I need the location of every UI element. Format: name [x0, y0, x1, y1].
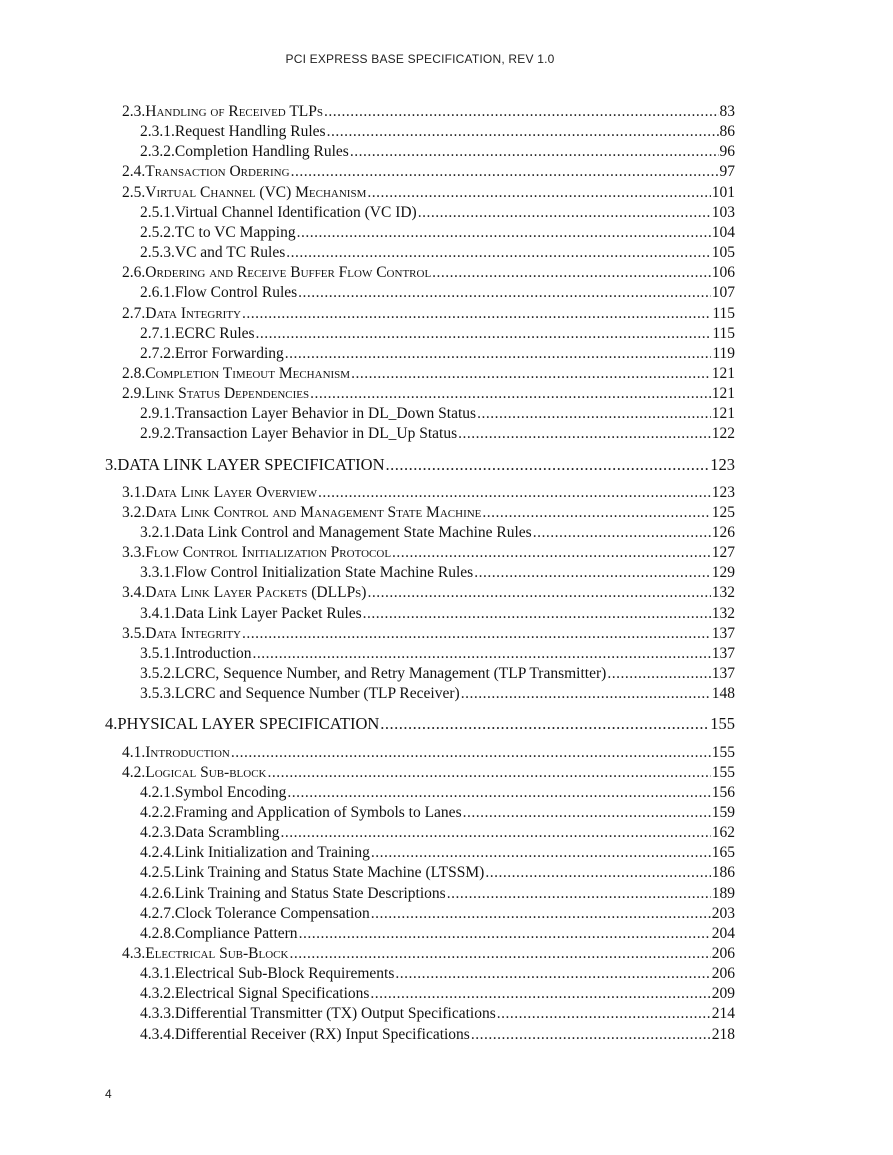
toc-entry-number: 3.5.1.	[140, 644, 175, 662]
toc-dot-leader	[533, 524, 711, 542]
toc-subsection-entry[interactable]	[140, 784, 735, 802]
toc-entry-number: 4.2.2.	[140, 803, 175, 821]
toc-section-entry[interactable]	[122, 544, 735, 562]
toc-dot-leader	[418, 204, 711, 222]
toc-entry-page: 159	[711, 803, 735, 821]
toc-dot-leader	[256, 325, 712, 343]
toc-entry-title: DATA LINK LAYER SPECIFICATION	[117, 454, 385, 474]
toc-entry-page: 97	[719, 163, 735, 181]
toc-entry-page: 155	[710, 714, 735, 734]
toc-subsection-entry[interactable]	[140, 645, 735, 663]
toc-entry-title: Data Link Control and Management State Machine Rules	[174, 524, 532, 541]
toc-dot-leader	[607, 665, 710, 683]
toc-entry-number: 4.3.3.	[140, 1005, 175, 1023]
toc-entry-page: 121	[711, 405, 735, 423]
toc-entry-title: Link Training and Status State Descriptions	[174, 884, 446, 902]
toc-subsection-entry[interactable]	[140, 685, 735, 703]
toc-section-entry[interactable]	[122, 744, 735, 762]
toc-entry-page: 206	[711, 945, 735, 962]
toc-dot-leader	[242, 625, 711, 643]
toc-dot-leader	[367, 584, 710, 602]
toc-entry-page: 115	[712, 304, 735, 322]
toc-entry-number: 3.4.1.	[140, 604, 175, 622]
running-header: PCI EXPRESS BASE SPECIFICATION, REV 1.0	[285, 52, 555, 66]
toc-dot-leader	[287, 784, 710, 802]
toc-section-entry[interactable]	[122, 484, 735, 502]
toc-entry-number: 2.5.2.	[140, 223, 175, 241]
toc-entry-page: 156	[711, 783, 735, 801]
toc-entry-number: 3.5.	[122, 624, 146, 642]
toc-dot-leader	[482, 504, 710, 522]
toc-entry-number: 3.3.	[122, 544, 146, 562]
toc-entry-title: ECRC Rules	[174, 324, 255, 342]
toc-entry-title: Ordering and Receive Buffer Flow Control	[145, 264, 432, 282]
toc-entry-title: Differential Receiver (RX) Input Specifications	[174, 1025, 470, 1043]
toc-entry-title: Logical Sub-block	[145, 763, 267, 781]
toc-entry-page: 125	[711, 503, 735, 521]
toc-entry-title: Completion Timeout Mechanism	[145, 364, 351, 382]
toc-entry-title: Transaction Layer Behavior in DL_Up Status	[174, 425, 458, 443]
toc-entry-number: 4.2.7.	[140, 904, 175, 922]
toc-entry-number: 4.3.4.	[140, 1025, 175, 1043]
toc-subsection-entry[interactable]	[140, 1005, 735, 1023]
toc-dot-leader	[298, 284, 711, 302]
toc-dot-leader	[477, 405, 711, 423]
toc-entry-page: 132	[711, 604, 735, 622]
toc-section-entry[interactable]	[122, 264, 735, 282]
toc-subsection-entry[interactable]	[140, 345, 735, 363]
toc-dot-leader	[447, 885, 711, 903]
toc-dot-leader	[380, 714, 709, 734]
toc-entry-title: Transaction Ordering	[145, 163, 290, 181]
toc-entry-title: Data Link Layer Packets (DLLPs)	[145, 584, 367, 602]
toc-entry-number: 4.2.1.	[140, 783, 175, 801]
toc-entry-title: Data Integrity	[145, 304, 241, 322]
toc-entry-page: 119	[712, 344, 735, 362]
toc-dot-leader	[268, 764, 711, 782]
toc-entry-title: TC to VC Mapping	[174, 223, 296, 241]
toc-entry-title: Data Link Control and Management State Machine	[145, 503, 482, 521]
toc-entry-title: Compliance Pattern	[174, 924, 298, 942]
toc-entry-number: 3.5.3.	[140, 685, 175, 703]
toc-subsection-entry[interactable]	[140, 824, 735, 842]
toc-dot-leader	[471, 1026, 711, 1044]
toc-subsection-entry[interactable]	[140, 564, 735, 582]
toc-subsection-entry[interactable]	[140, 864, 735, 882]
toc-entry-title: Data Link Layer Overview	[145, 483, 318, 501]
toc-entry-number: 4.3.2.	[140, 985, 175, 1003]
toc-entry-page: 137	[711, 665, 735, 683]
toc-entry-number: 3.2.1.	[140, 524, 175, 541]
toc-section-entry[interactable]	[122, 163, 735, 181]
toc-subsection-entry[interactable]	[140, 325, 735, 343]
toc-dot-leader	[291, 163, 719, 181]
toc-entry-title: Electrical Sub-Block Requirements	[174, 965, 395, 983]
toc-entry-page: 129	[711, 564, 735, 582]
toc-entry-title: Completion Handling Rules	[174, 143, 349, 161]
toc-entry-number: 2.7.1.	[140, 324, 175, 342]
toc-dot-leader	[497, 1005, 711, 1023]
toc-dot-leader	[463, 804, 711, 822]
toc-dot-leader	[485, 864, 710, 882]
toc-entry-number: 4.2.8.	[140, 924, 175, 942]
toc-entry-page: 214	[711, 1005, 735, 1023]
toc-dot-leader	[285, 345, 712, 363]
toc-entry-number: 3.	[105, 454, 118, 474]
toc-entry-number: 2.5.3.	[140, 244, 175, 262]
toc-subsection-entry[interactable]	[140, 925, 735, 943]
toc-dot-leader	[324, 103, 718, 121]
toc-entry-page: 123	[711, 483, 735, 501]
toc-entry-number: 4.3.	[122, 945, 146, 962]
toc-entry-title: Transaction Layer Behavior in DL_Down Status	[174, 405, 477, 423]
toc-section-entry[interactable]	[122, 305, 735, 323]
toc-entry-title: Error Forwarding	[174, 344, 284, 362]
toc-subsection-entry[interactable]	[140, 1026, 735, 1044]
toc-entry-title: Clock Tolerance Compensation	[174, 904, 370, 922]
toc-entry-page: 121	[711, 364, 735, 382]
toc-entry-title: PHYSICAL LAYER SPECIFICATION	[117, 714, 380, 734]
toc-dot-leader	[370, 985, 710, 1003]
toc-entry-page: 162	[711, 824, 735, 842]
toc-subsection-entry[interactable]	[140, 143, 735, 161]
toc-entry-title: Symbol Encoding	[174, 783, 287, 801]
toc-entry-number: 2.6.	[122, 264, 146, 282]
toc-entry-page: 86	[719, 123, 735, 141]
toc-dot-leader	[371, 844, 711, 862]
toc-entry-number: 2.3.	[122, 103, 146, 120]
toc-entry-title: Virtual Channel (VC) Mechanism	[145, 183, 367, 201]
toc-entry-title: Introduction	[145, 743, 230, 761]
toc-subsection-entry[interactable]	[140, 985, 735, 1003]
toc-entry-title: Link Training and Status State Machine (LTSSM)	[174, 864, 485, 882]
toc-entry-number: 2.4.	[122, 163, 146, 181]
toc-entry-title: Data Scrambling	[174, 824, 280, 842]
toc-entry-number: 2.5.1.	[140, 203, 175, 221]
toc-subsection-entry[interactable]	[140, 524, 735, 542]
toc-dot-leader	[371, 905, 711, 923]
toc-entry-number: 3.4.	[122, 584, 146, 602]
toc-entry-page: 103	[711, 203, 735, 221]
toc-entry-page: 206	[711, 965, 735, 983]
toc-entry-number: 2.7.	[122, 304, 146, 322]
toc-dot-leader	[280, 824, 710, 842]
toc-entry-number: 2.7.2.	[140, 344, 175, 362]
toc-entry-page: 218	[711, 1025, 735, 1043]
toc-entry-page: 127	[711, 544, 735, 562]
toc-subsection-entry[interactable]	[140, 284, 735, 302]
toc-dot-leader	[231, 744, 711, 762]
toc-entry-number: 2.5.	[122, 183, 146, 201]
toc-dot-leader	[253, 645, 711, 663]
toc-subsection-entry[interactable]	[140, 123, 735, 141]
toc-section-entry[interactable]	[122, 945, 735, 963]
toc-entry-number: 2.6.1.	[140, 284, 175, 302]
toc-entry-number: 2.3.1.	[140, 123, 175, 141]
toc-subsection-entry[interactable]	[140, 905, 735, 923]
toc-entry-number: 2.3.2.	[140, 143, 175, 161]
toc-dot-leader	[363, 605, 711, 623]
toc-chapter-entry[interactable]	[105, 714, 735, 734]
toc-entry-page: 189	[711, 884, 735, 902]
toc-entry-title: Data Integrity	[145, 624, 241, 642]
toc-section-entry[interactable]	[122, 184, 735, 202]
toc-dot-leader	[432, 264, 711, 282]
toc-entry-page: 204	[711, 924, 735, 942]
toc-dot-leader	[297, 224, 711, 242]
toc-subsection-entry[interactable]	[140, 965, 735, 983]
toc-entry-number: 4.2.3.	[140, 824, 175, 842]
toc-entry-page: 132	[711, 584, 735, 602]
toc-entry-page: 137	[711, 624, 735, 642]
toc-entry-title: VC and TC Rules	[174, 244, 286, 262]
toc-entry-title: Data Link Layer Packet Rules	[174, 604, 362, 622]
toc-entry-title: Electrical Signal Specifications	[174, 985, 370, 1003]
toc-entry-title: Handling of Received TLPs	[145, 103, 324, 120]
toc-entry-page: 122	[711, 425, 735, 443]
toc-section-entry[interactable]	[122, 764, 735, 782]
toc-entry-page: 165	[711, 844, 735, 862]
toc-entry-page: 104	[711, 223, 735, 241]
toc-dot-leader	[474, 564, 711, 582]
toc-entry-number: 3.5.2.	[140, 665, 175, 683]
toc-entry-title: Flow Control Initialization Protocol	[145, 544, 392, 562]
toc-entry-number: 4.2.4.	[140, 844, 175, 862]
toc-entry-number: 3.2.	[122, 503, 146, 521]
toc-entry-page: 155	[711, 763, 735, 781]
toc-entry-number: 2.9.1.	[140, 405, 175, 423]
toc-dot-leader	[299, 925, 711, 943]
toc-section-entry[interactable]	[122, 625, 735, 643]
toc-entry-page: 96	[719, 143, 735, 161]
toc-entry-title: LCRC, Sequence Number, and Retry Management (TLP Transmitter)	[174, 665, 607, 683]
toc-entry-title: Differential Transmitter (TX) Output Specifications	[174, 1005, 496, 1023]
toc-entry-title: Framing and Application of Symbols to Lanes	[174, 803, 462, 821]
toc-entry-page: 126	[711, 524, 735, 541]
toc-entry-page: 106	[711, 264, 735, 282]
toc-chapter-entry[interactable]	[105, 455, 735, 475]
toc-entry-page: 155	[711, 743, 735, 761]
toc-entry-page: 121	[711, 385, 735, 403]
toc-entry-number: 4.2.5.	[140, 864, 175, 882]
toc-dot-leader	[350, 143, 719, 161]
toc-subsection-entry[interactable]	[140, 885, 735, 903]
toc-entry-page: 148	[711, 685, 735, 703]
toc-section-entry[interactable]	[122, 504, 735, 522]
toc-dot-leader	[242, 305, 711, 323]
toc-entry-page: 83	[719, 103, 735, 120]
toc-entry-title: Link Status Dependencies	[145, 385, 310, 403]
toc-dot-leader	[392, 544, 711, 562]
toc-entry-number: 4.2.	[122, 763, 146, 781]
toc-entry-page: 203	[711, 904, 735, 922]
toc-subsection-entry[interactable]	[140, 204, 735, 222]
toc-entry-number: 4.3.1.	[140, 965, 175, 983]
toc-subsection-entry[interactable]	[140, 665, 735, 683]
toc-entry-title: Flow Control Initialization State Machine Rules	[174, 564, 474, 582]
toc-dot-leader	[367, 184, 710, 202]
toc-dot-leader	[351, 365, 711, 383]
toc-entry-page: 137	[711, 644, 735, 662]
toc-entry-number: 4.	[105, 714, 118, 734]
toc-dot-leader	[327, 123, 719, 141]
toc-section-entry[interactable]	[122, 103, 735, 121]
toc-entry-page: 209	[711, 985, 735, 1003]
toc-subsection-entry[interactable]	[140, 405, 735, 423]
toc-entry-page: 186	[711, 864, 735, 882]
toc-entry-page: 123	[710, 454, 735, 474]
toc-subsection-entry[interactable]	[140, 425, 735, 443]
toc-subsection-entry[interactable]	[140, 244, 735, 262]
toc-subsection-entry[interactable]	[140, 804, 735, 822]
toc-entry-title: Request Handling Rules	[174, 123, 326, 141]
toc-entry-title: Link Initialization and Training	[174, 844, 370, 862]
toc-entry-number: 4.1.	[122, 743, 146, 761]
toc-dot-leader	[310, 385, 711, 403]
toc-subsection-entry[interactable]	[140, 224, 735, 242]
toc-dot-leader	[318, 484, 711, 502]
toc-subsection-entry[interactable]	[140, 605, 735, 623]
page-number: 4	[105, 1087, 112, 1101]
toc-subsection-entry[interactable]	[140, 844, 735, 862]
toc-dot-leader	[386, 455, 710, 475]
toc-entry-number: 2.8.	[122, 364, 146, 382]
toc-section-entry[interactable]	[122, 365, 735, 383]
toc-dot-leader	[458, 425, 711, 443]
toc-entry-page: 101	[711, 183, 735, 201]
toc-section-entry[interactable]	[122, 385, 735, 403]
toc-entry-number: 3.1.	[122, 483, 146, 501]
toc-dot-leader	[461, 685, 711, 703]
toc-entry-number: 4.2.6.	[140, 884, 175, 902]
toc-entry-title: Electrical Sub-Block	[145, 945, 289, 962]
toc-entry-number: 3.3.1.	[140, 564, 175, 582]
toc-dot-leader	[286, 244, 711, 262]
toc-entry-title: Introduction	[174, 644, 252, 662]
toc-entry-page: 115	[712, 324, 735, 342]
toc-entry-number: 2.9.2.	[140, 425, 175, 443]
toc-dot-leader	[395, 965, 710, 983]
toc-entry-page: 105	[711, 244, 735, 262]
toc-entry-title: LCRC and Sequence Number (TLP Receiver)	[174, 685, 460, 703]
toc-entry-number: 2.9.	[122, 385, 146, 403]
toc-entry-title: Flow Control Rules	[174, 284, 298, 302]
toc-entry-page: 107	[711, 284, 735, 302]
toc-dot-leader	[289, 945, 710, 963]
toc-entry-title: Virtual Channel Identification (VC ID)	[174, 203, 417, 221]
toc-section-entry[interactable]	[122, 584, 735, 602]
